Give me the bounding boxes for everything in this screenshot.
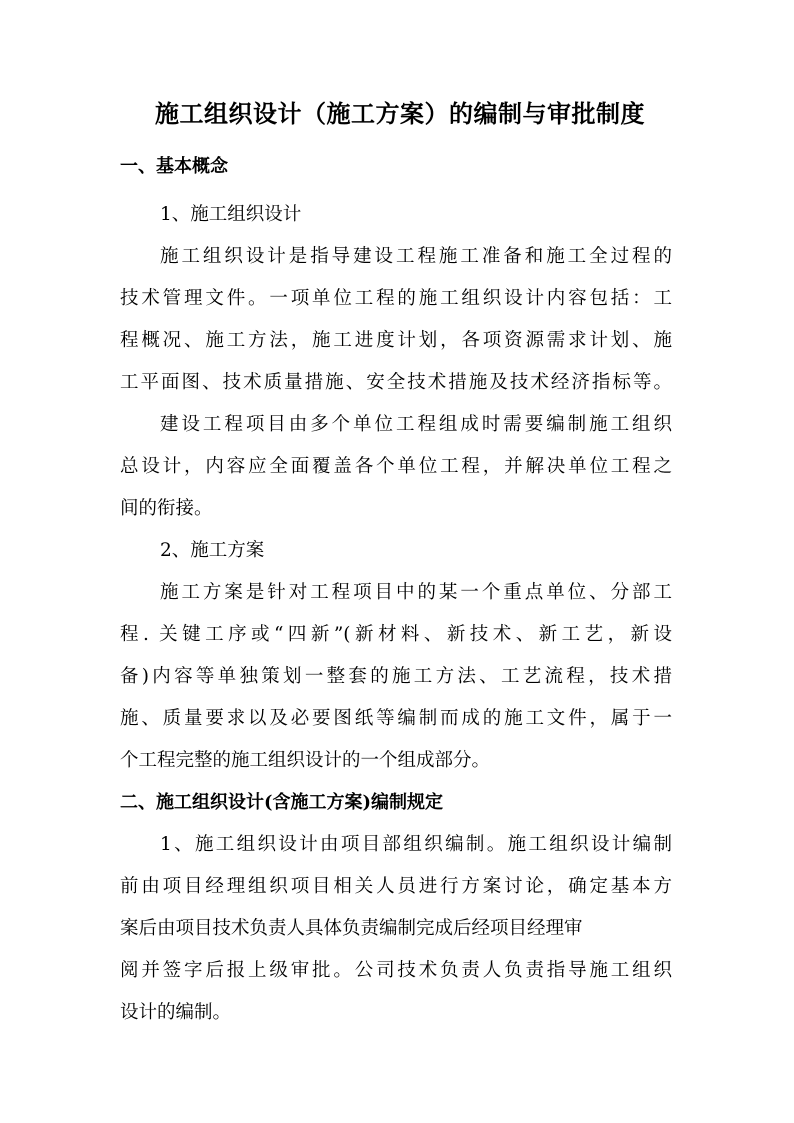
paragraph-line: 总设计，内容应全面覆盖各个单位工程，并解决单位工程之 (120, 456, 672, 477)
paragraph-line: 施工方案是针对工程项目中的某一个重点单位、分部工 (160, 582, 672, 603)
paragraph-line: 程. 关键工序或“四新”(新材料、新技术、新工艺，新设 (120, 624, 672, 645)
subsection-heading-construction-plan: 2、施工方案 (160, 540, 265, 561)
paragraph-line: 技术管理文件。一项单位工程的施工组织设计内容包括：工 (120, 288, 672, 309)
paragraph-line: 程概况、施工方法，施工进度计划，各项资源需求计划、施 (120, 330, 672, 351)
paragraph-line: 阅并签字后报上级审批。公司技术负责人负责指导施工组织 (120, 960, 672, 981)
paragraph-line: 备)内容等单独策划一整套的施工方法、工艺流程，技术措 (120, 666, 672, 687)
paragraph-line: 工平面图、技术质量措施、安全技术措施及技术经济指标等。 (120, 372, 672, 393)
section-heading-preparation-rules: 二、施工组织设计(含施工方案)编制规定 (120, 792, 444, 813)
section-heading-basic-concepts: 一、基本概念 (120, 156, 228, 177)
paragraph-line: 个工程完整的施工组织设计的一个组成部分。 (120, 750, 491, 771)
document-title: 施工组织设计（施工方案）的编制与审批制度 (155, 99, 645, 128)
paragraph-line: 设计的编制。 (120, 1002, 232, 1023)
paragraph-line: 案后由项目技术负责人具体负责编制完成后经项目经理审 (120, 918, 583, 939)
paragraph-line: 1、施工组织设计由项目部组织编制。施工组织设计编制 (160, 834, 672, 855)
paragraph-line: 施、质量要求以及必要图纸等编制而成的施工文件，属于一 (120, 708, 672, 729)
paragraph-line: 前由项目经理组织项目相关人员进行方案讨论，确定基本方 (120, 876, 672, 897)
paragraph-line: 间的衔接。 (120, 498, 213, 519)
paragraph-line: 建设工程项目由多个单位工程组成时需要编制施工组织 (160, 414, 672, 435)
paragraph-line: 施工组织设计是指导建设工程施工准备和施工全过程的 (160, 246, 672, 267)
subsection-heading-construction-design: 1、施工组织设计 (160, 204, 302, 225)
